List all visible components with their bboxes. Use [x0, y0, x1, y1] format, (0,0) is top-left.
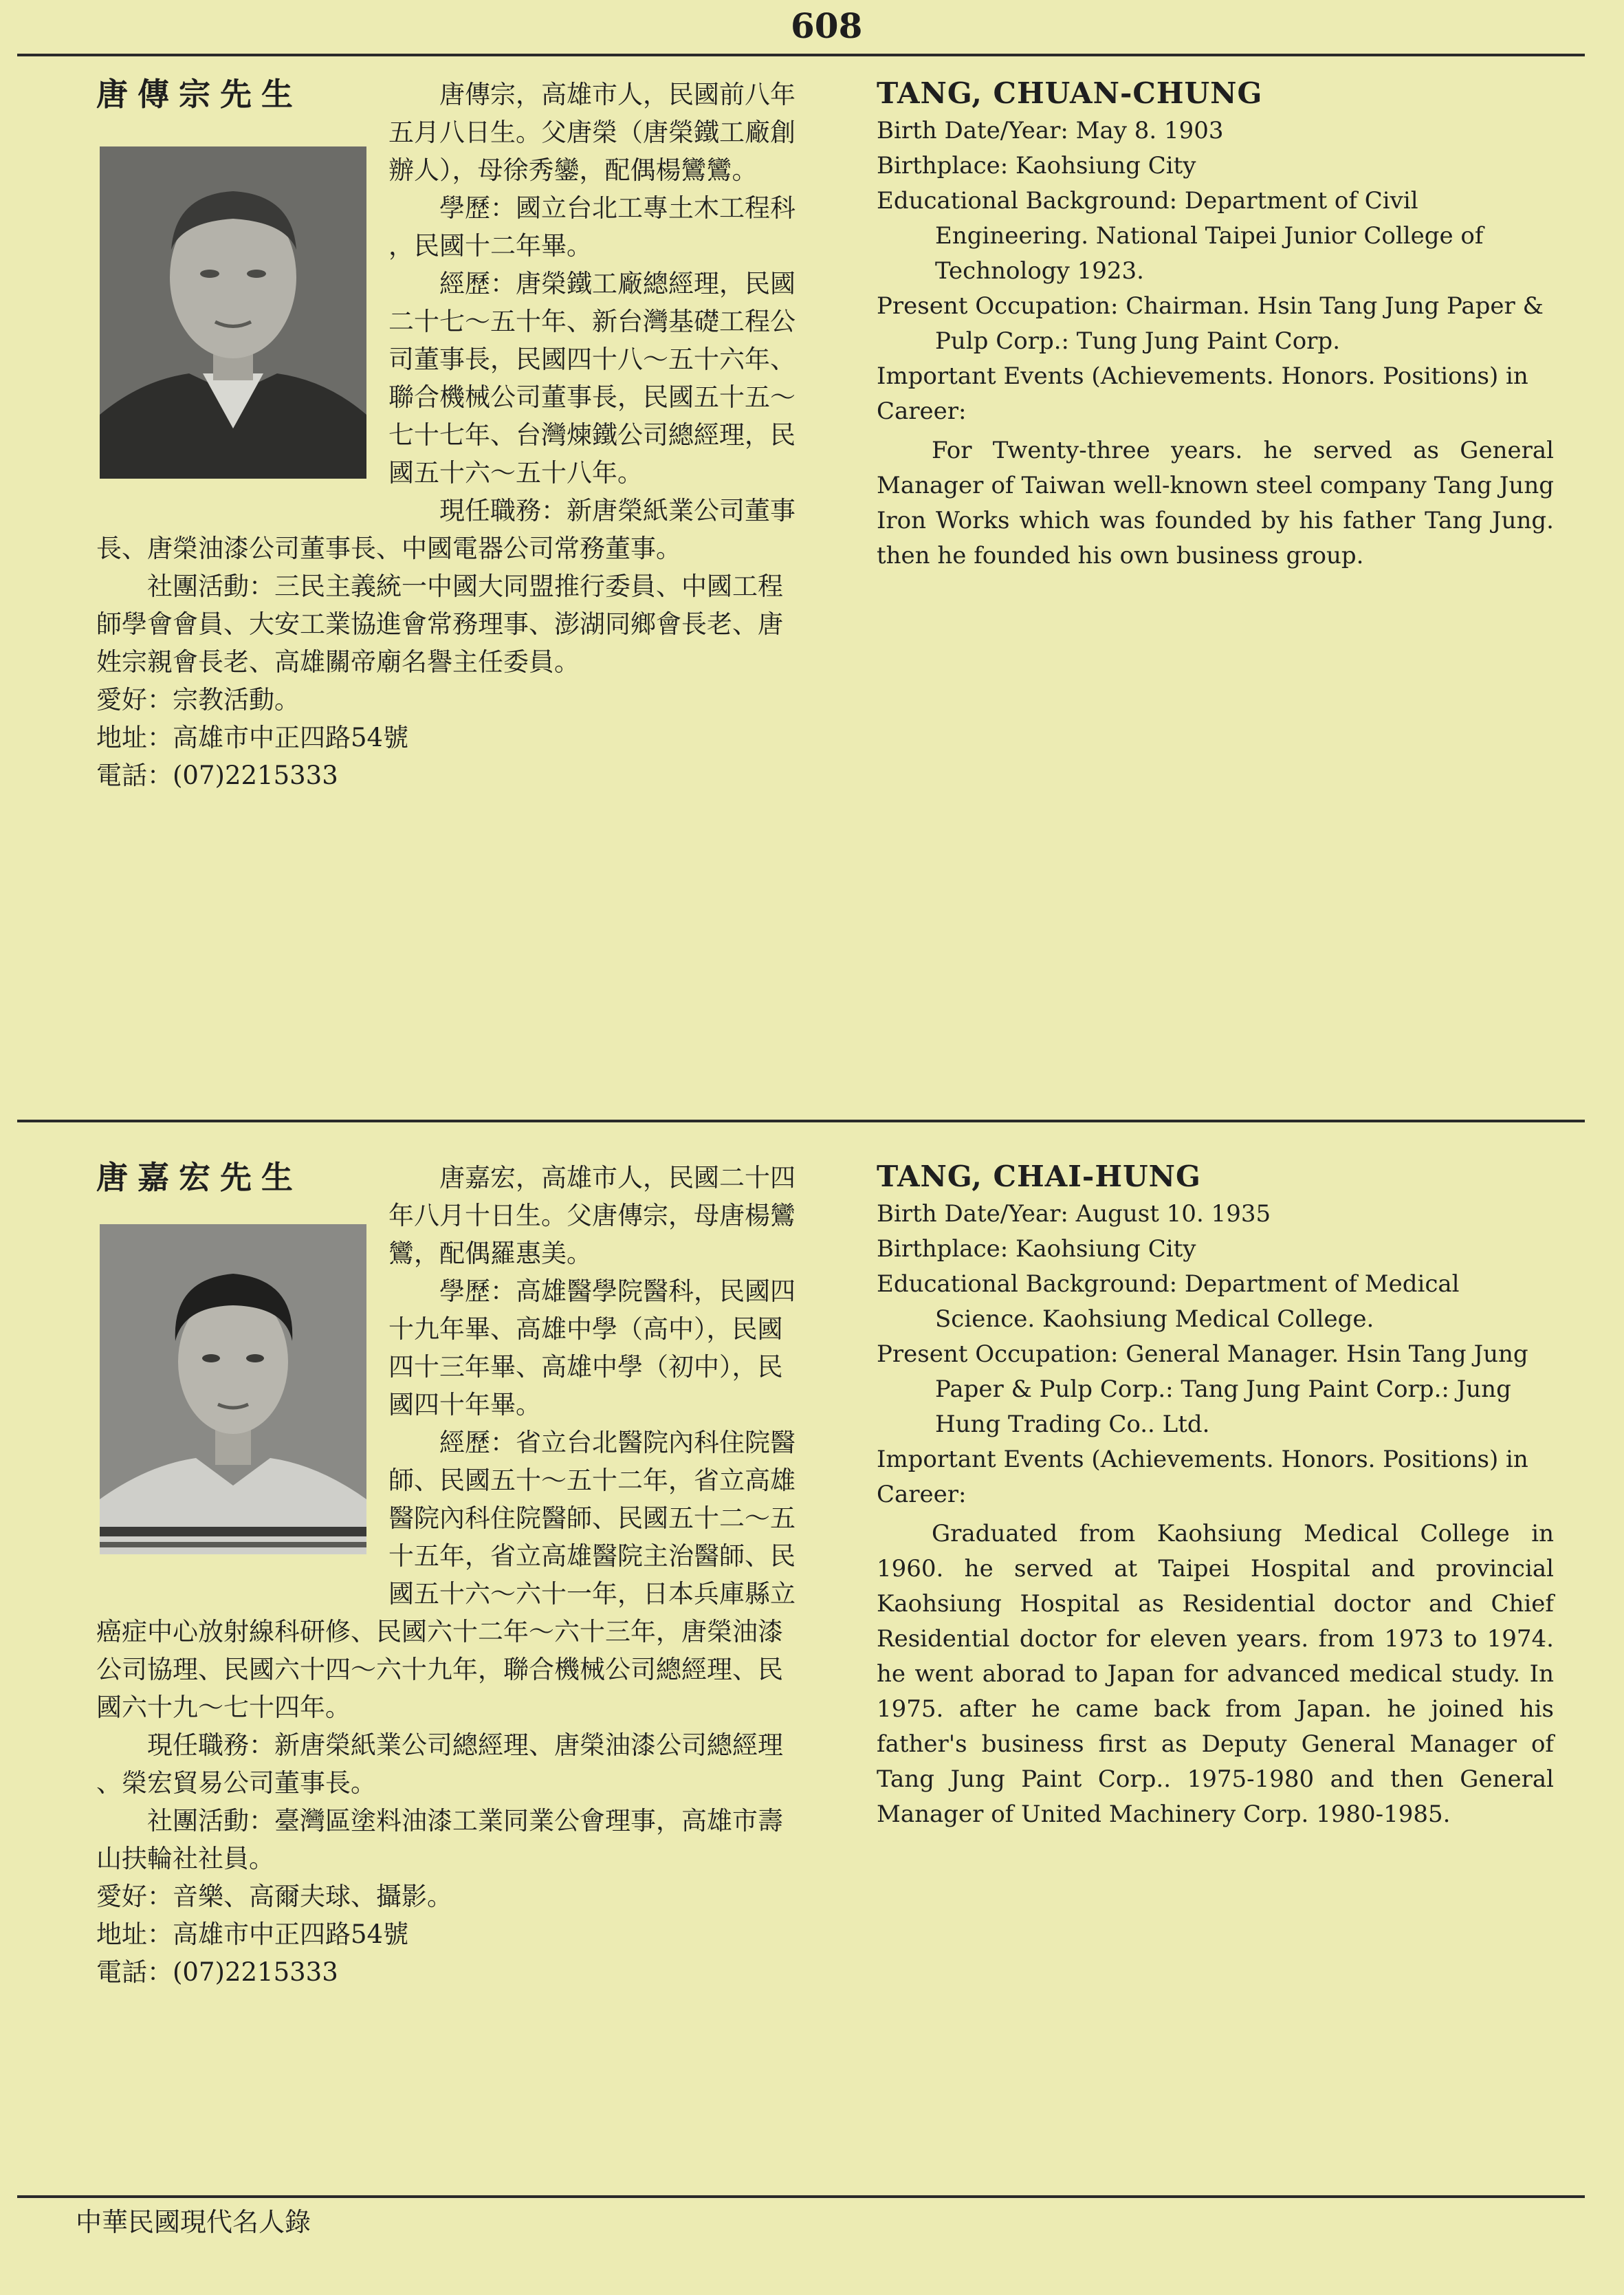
entry-name-en: TANG, CHAI-HUNG: [877, 1160, 1201, 1193]
entry-name-zh: 唐嘉宏先生: [96, 1159, 303, 1196]
footer-rule: [17, 2195, 1585, 2198]
zh-line: 二十七～五十年、新台灣基礎工程公: [388, 307, 795, 336]
zh-line: 司董事長，民國四十八～五十六年、: [388, 345, 795, 374]
portrait-photo: [100, 1224, 366, 1554]
birthplace: Birthplace: Kaohsiung City: [877, 152, 1196, 180]
entry-english-text: [877, 1159, 1554, 1832]
portrait-photo: [100, 146, 366, 479]
zh-line: 唐傳宗，高雄市人，民國前八年: [439, 80, 795, 109]
occupation: Present Occupation: Chairman. Hsin Tang Jung Paper & Pulp Corp.: Tung Jung Paint Corp.: [877, 292, 1544, 355]
book-title-footer: 中華民國現代名人錄: [76, 2207, 311, 2237]
entry-body-zh: [96, 1613, 811, 1991]
zh-line: 學歷：國立台北工專土木工程科: [439, 193, 795, 223]
entry-intro-zh: [388, 1159, 811, 1613]
header-rule: [17, 54, 1585, 56]
zh-line: 年八月十日生。父唐傳宗，母唐楊鸞: [388, 1201, 795, 1230]
zh-line: 社團活動：臺灣區塗料油漆工業同業公會理事，高雄市壽: [147, 1806, 783, 1836]
entry-name-zh: 唐傳宗先生: [96, 76, 303, 113]
zh-line: 醫院內科住院醫師、民國五十二～五: [388, 1503, 795, 1533]
zh-line: 十九年畢、高雄中學（高中），民國: [388, 1314, 783, 1344]
zh-line: 現任職務：新唐榮紙業公司董事: [439, 496, 795, 525]
zh-line: 國五十六～六十一年，日本兵庫縣立: [388, 1579, 795, 1609]
zh-line: 地址：高雄市中正四路54號: [96, 723, 409, 752]
page-number: 608: [791, 6, 863, 46]
entry-english-text: [877, 76, 1554, 574]
important-events-heading: Important Events (Achievements. Honors. Positions) in Career:: [877, 1446, 1528, 1508]
zh-line: 社團活動：三民主義統一中國大同盟推行委員、中國工程: [147, 572, 783, 601]
occupation: Present Occupation: General Manager. Hsin Tang Jung Paper & Pulp Corp.: Tang Jung Paint Corp.: Jung Hung Trading Co.. Ltd.: [877, 1340, 1528, 1438]
entry-intro-zh: [388, 76, 811, 530]
zh-line: 經歷：唐榮鐵工廠總經理，民國: [439, 269, 795, 298]
entry-divider: [17, 1120, 1585, 1122]
education: Educational Background: Department of Medical Science. Kaohsiung Medical College.: [877, 1270, 1460, 1333]
zh-line: 唐嘉宏，高雄市人，民國二十四: [439, 1163, 795, 1193]
zh-line: 現任職務：新唐榮紙業公司總經理、唐榮油漆公司總經理: [147, 1730, 783, 1760]
zh-line: 十五年，省立高雄醫院主治醫師、民: [388, 1541, 795, 1571]
zh-line: 電話：(07)2215333: [96, 1957, 338, 1987]
birth-date: Birth Date/Year: May 8. 1903: [877, 117, 1224, 144]
zh-line: 國五十六～五十八年。: [388, 458, 643, 488]
zh-line: 五月八日生。父唐榮（唐榮鐵工廠創: [388, 118, 795, 147]
zh-line: 師、民國五十～五十二年，省立高雄: [388, 1466, 795, 1495]
zh-line: 電話：(07)2215333: [96, 761, 338, 790]
zh-line: 七十七年、台灣煉鐵公司總經理，民: [388, 420, 795, 450]
zh-line: 癌症中心放射線科研修、民國六十二年～六十三年，唐榮油漆: [96, 1617, 783, 1646]
zh-line: ，民國十二年畢。: [388, 231, 592, 261]
zh-line: 愛好：宗教活動。: [96, 685, 300, 715]
birth-date: Birth Date/Year: August 10. 1935: [877, 1200, 1271, 1228]
zh-line: 、榮宏貿易公司董事長。: [96, 1768, 376, 1798]
zh-line: 姓宗親會長老、高雄關帝廟名譽主任委員。: [96, 647, 580, 677]
zh-line: 國六十九～七十四年。: [96, 1693, 351, 1722]
zh-line: 辦人），母徐秀鑾，配偶楊鸞鸞。: [388, 155, 758, 185]
education: Educational Background: Department of Civil Engineering. National Taipei Junior College of Technology 1923.: [877, 187, 1484, 285]
zh-line: 四十三年畢、高雄中學（初中），民: [388, 1352, 783, 1382]
zh-line: 公司協理、民國六十四～六十九年，聯合機械公司總經理、民: [96, 1655, 783, 1684]
career-paragraph: For Twenty-three years. he served as General Manager of Taiwan well-known steel company Tang Jung Iron Works which was founded by his father Tang Jung. then he founded his own business group.: [877, 437, 1554, 569]
entry-name-en: TANG, CHUAN-CHUNG: [877, 76, 1263, 110]
zh-line: 學歷：高雄醫學院醫科，民國四: [439, 1276, 795, 1306]
zh-line: 經歷：省立台北醫院內科住院醫: [439, 1428, 795, 1457]
zh-line: 愛好：音樂、高爾夫球、攝影。: [96, 1882, 452, 1911]
zh-line: 地址：高雄市中正四路54號: [96, 1919, 409, 1949]
zh-line: 聯合機械公司董事長，民國五十五～: [388, 382, 795, 412]
zh-line: 鸞，配偶羅惠美。: [388, 1239, 592, 1268]
zh-line: 國四十年畢。: [388, 1390, 541, 1420]
important-events-heading: Important Events (Achievements. Honors. Positions) in Career:: [877, 362, 1528, 425]
birthplace: Birthplace: Kaohsiung City: [877, 1235, 1196, 1263]
zh-line: 長、唐榮油漆公司董事長、中國電器公司常務董事。: [96, 534, 681, 563]
zh-line: 山扶輪社社員。: [96, 1844, 274, 1873]
entry-body-zh: [96, 530, 811, 794]
career-paragraph: Graduated from Kaohsiung Medical College in 1960. he served at Taipei Hospital and provincial Kaohsiung Hospital as Residential doctor and Chief Residential doctor for eleven years. from 1973 to 1974. he went aborad to Japan for advanced medical study. In 1975. after he came back from Japan. he joined his father's business first as Deputy General Manager of Tang Jung Paint Corp.. 1975-1980 and then General Manager of United Machinery Corp. 1980-1985.: [877, 1520, 1554, 1828]
zh-line: 師學會會員、大安工業協進會常務理事、澎湖同鄉會長老、唐: [96, 609, 783, 639]
